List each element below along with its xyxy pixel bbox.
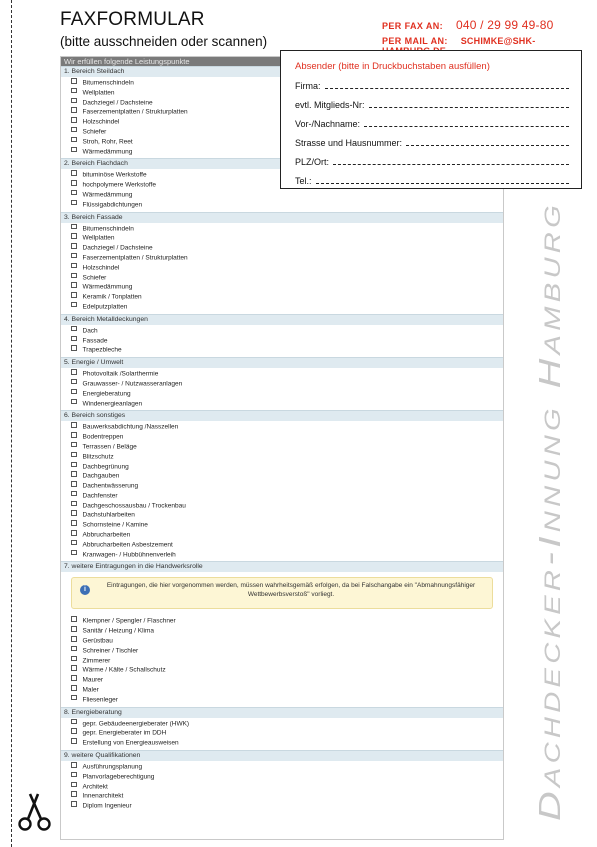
checkbox-item[interactable] — [71, 471, 503, 481]
checkbox[interactable] — [71, 273, 77, 279]
checkbox-item[interactable] — [71, 224, 503, 234]
checkbox[interactable] — [71, 282, 77, 288]
checkbox-item[interactable] — [71, 345, 503, 355]
checkbox[interactable] — [71, 336, 77, 342]
checkbox[interactable] — [71, 292, 77, 298]
checkbox-label: gepr. Energieberater im DDH — [82, 729, 167, 737]
checkbox-item[interactable] — [71, 791, 503, 801]
checkbox[interactable] — [71, 127, 77, 133]
checkbox[interactable] — [71, 695, 77, 701]
sender-field-line[interactable] — [369, 107, 569, 108]
checkbox-item[interactable] — [71, 501, 503, 511]
checkbox-label: Klempner / Spengler / Flaschner — [82, 617, 176, 625]
checkbox-label: Dachentwässerung — [82, 482, 139, 490]
mail-label: PER MAIL AN: — [382, 36, 448, 46]
checkbox[interactable] — [71, 137, 77, 143]
checkbox-list — [61, 368, 503, 410]
checkbox[interactable] — [71, 685, 77, 691]
checkbox[interactable] — [71, 442, 77, 448]
checkbox[interactable] — [71, 117, 77, 123]
checkbox[interactable] — [71, 345, 77, 351]
checkbox[interactable] — [71, 616, 77, 622]
checkbox[interactable] — [71, 550, 77, 556]
section-header: 1. Bereich Steildach — [61, 66, 503, 77]
checkbox-label: Dachstuhlarbeiten — [82, 511, 135, 519]
checkbox-item[interactable] — [71, 530, 503, 540]
checkbox[interactable] — [71, 626, 77, 632]
fax-number: 040 / 29 99 49-80 — [455, 18, 554, 32]
checkbox-label: Diplom Ingenieur — [82, 802, 132, 810]
checkbox[interactable] — [71, 88, 77, 94]
checkbox-item[interactable] — [71, 520, 503, 530]
sender-field[interactable] — [295, 79, 569, 91]
checkbox[interactable] — [71, 520, 77, 526]
section-header: 4. Bereich Metalldeckungen — [61, 314, 503, 325]
sender-field-line[interactable] — [364, 126, 569, 127]
checkbox-label: Wellplatten — [82, 89, 115, 97]
checkbox[interactable] — [71, 200, 77, 206]
checkbox-label: Architekt — [82, 783, 108, 791]
sender-field-label: PLZ/Ort: — [295, 157, 330, 167]
checkbox-item[interactable] — [71, 801, 503, 811]
checkbox[interactable] — [71, 432, 77, 438]
checkbox-label: Dachgauben — [82, 472, 120, 480]
checkbox-label: Bodentreppen — [82, 433, 124, 441]
checkbox-label: Wärme / Kälte / Schallschutz — [82, 666, 166, 674]
checkbox[interactable] — [71, 501, 77, 507]
checkbox-label: Kranwagen- / Hubbühnenverleih — [82, 551, 176, 559]
checkbox[interactable] — [71, 728, 77, 734]
checkbox-item[interactable] — [71, 243, 503, 253]
checkbox-item[interactable] — [71, 481, 503, 491]
checkbox-label: Planvorlageberechtigung — [82, 773, 155, 781]
cut-line — [11, 0, 12, 847]
checkbox-item[interactable] — [71, 616, 503, 626]
checkbox[interactable] — [71, 738, 77, 744]
checkbox-label: Flüssigabdichtungen — [82, 201, 143, 209]
checkbox-label: Maurer — [82, 676, 104, 684]
checkbox-item[interactable] — [71, 432, 503, 442]
checkbox-item[interactable] — [71, 646, 503, 656]
checkbox-label: Wärmedämmung — [82, 148, 133, 156]
checkbox-item[interactable] — [71, 273, 503, 283]
checkbox-label: Dachziegel / Dachsteine — [82, 99, 153, 107]
checkbox[interactable] — [71, 369, 77, 375]
checkbox-item[interactable] — [71, 656, 503, 666]
sender-field-line[interactable] — [316, 183, 569, 184]
checkbox-label: Dachgeschossausbau / Trockenbau — [82, 502, 186, 510]
checkbox-item[interactable] — [71, 452, 503, 462]
checkbox-label: Grauwasser- / Nutzwasseranlagen — [82, 380, 183, 388]
checkbox-label: Terrassen / Beläge — [82, 443, 137, 451]
section-header: 6. Bereich sonstiges — [61, 410, 503, 421]
checkbox-item[interactable] — [71, 282, 503, 292]
checkbox-item[interactable] — [71, 336, 503, 346]
checkbox-item[interactable] — [71, 379, 503, 389]
info-icon: i — [80, 585, 90, 595]
sender-field-label: evtl. Mitglieds-Nr: — [295, 100, 365, 110]
mail-address[interactable]: SCHIMKE@SHK- — [460, 36, 536, 46]
checkbox-list — [61, 223, 503, 314]
checkbox[interactable] — [71, 147, 77, 153]
checkbox-item[interactable] — [71, 190, 503, 200]
checkbox-label: Dachziegel / Dachsteine — [82, 244, 153, 252]
checkbox[interactable] — [71, 801, 77, 807]
checkbox-label: Schornsteine / Kamine — [82, 521, 148, 529]
checkbox[interactable] — [71, 491, 77, 497]
checkbox-label: Bauwerksabdichtung /Nasszellen — [82, 423, 179, 431]
checkbox-item[interactable] — [71, 389, 503, 399]
checkbox-item[interactable] — [71, 695, 503, 705]
checkbox-label: Holzschindel — [82, 118, 120, 126]
checkbox-label: Dachbegrünung — [82, 463, 129, 470]
checkbox[interactable] — [71, 224, 77, 230]
checkbox-item[interactable] — [71, 782, 503, 792]
checkbox-label: Abbrucharbeiten Asbestzement — [82, 541, 173, 549]
checkbox-item[interactable] — [71, 263, 503, 273]
checkbox-item[interactable] — [71, 292, 503, 302]
checkbox-label: Abbrucharbeiten — [82, 531, 131, 539]
checkbox-item[interactable] — [71, 762, 503, 772]
checkbox-item[interactable] — [71, 462, 503, 472]
checkbox[interactable] — [71, 530, 77, 536]
sender-field[interactable] — [295, 98, 569, 110]
checkbox-label: Gerüstbau — [82, 637, 113, 645]
sender-field-line[interactable] — [333, 164, 569, 165]
checkbox[interactable] — [71, 646, 77, 652]
checkbox[interactable] — [71, 326, 77, 332]
checkbox-label: Dachfenster — [82, 492, 118, 500]
vertical-brand-label: Dachdecker-Innung Hamburg — [532, 353, 567, 821]
section-header: 8. Energieberatung — [61, 707, 503, 718]
sender-field-line[interactable] — [325, 88, 570, 89]
fax-label: PER FAX AN: — [382, 21, 444, 31]
checkbox-list — [61, 421, 503, 561]
checkbox[interactable] — [71, 452, 77, 458]
checkbox-item[interactable] — [71, 636, 503, 646]
sender-box — [280, 50, 582, 189]
sender-field[interactable] — [295, 136, 569, 148]
checkbox[interactable] — [71, 422, 77, 428]
checkbox-label: Innenarchitekt — [82, 792, 124, 800]
checkbox-label: Keramik / Tonplatten — [82, 293, 142, 301]
checkbox[interactable] — [71, 510, 77, 516]
checkbox-item[interactable] — [71, 772, 503, 782]
checkbox[interactable] — [71, 782, 77, 788]
checkbox-label: Erstellung von Energieausweisen — [82, 739, 179, 747]
checkbox-label: gepr. Gebäudeenergieberater (HWK) — [82, 720, 190, 728]
checkbox-item[interactable] — [71, 233, 503, 243]
checkbox[interactable] — [71, 389, 77, 395]
checkbox[interactable] — [71, 107, 77, 113]
checkbox-item[interactable] — [71, 626, 503, 636]
checkbox-label: Sanitär / Heizung / Klima — [82, 627, 155, 635]
checkbox-label: bituminöse Werkstoffe — [82, 171, 147, 179]
checkbox-label: Fliesenleger — [82, 696, 118, 704]
checkbox[interactable] — [71, 471, 77, 477]
checkbox[interactable] — [71, 98, 77, 104]
checkbox-label: Dach — [82, 327, 98, 335]
checkbox-item[interactable] — [71, 719, 503, 729]
checkbox-label: Maler — [82, 686, 99, 694]
checkbox-item[interactable] — [71, 675, 503, 685]
checkbox-label: Schreiner / Tischler — [82, 647, 139, 655]
checkbox-label: Windenergieanlagen — [82, 400, 143, 408]
checkbox-label: Wellplatten — [82, 234, 115, 242]
sender-field-line[interactable] — [406, 145, 569, 146]
checkbox[interactable] — [71, 540, 77, 546]
checkbox-label: Schiefer — [82, 128, 107, 136]
checkbox-list — [61, 325, 503, 357]
checkbox[interactable] — [71, 170, 77, 176]
scissors-icon — [16, 790, 54, 834]
checkbox-label: Edelputzplatten — [82, 303, 128, 311]
checkbox-item[interactable] — [71, 253, 503, 263]
checkbox-item[interactable] — [71, 738, 503, 748]
checkbox-item[interactable] — [71, 685, 503, 695]
checkbox-item[interactable] — [71, 550, 503, 560]
checkbox[interactable] — [71, 762, 77, 768]
checkbox[interactable] — [71, 399, 77, 405]
checkbox-label: Holzschindel — [82, 264, 120, 272]
checkbox-label: Energieberatung — [82, 390, 131, 398]
checkbox-label: Schiefer — [82, 274, 107, 282]
checkbox[interactable] — [71, 772, 77, 778]
section-header: 2. Bereich Flachdach — [61, 158, 503, 169]
page-title: FAXFORMULAR — [60, 9, 205, 30]
checkbox-label: Fassade — [82, 337, 108, 345]
checkbox[interactable] — [71, 233, 77, 239]
checkbox-item[interactable] — [71, 491, 503, 501]
sender-field[interactable] — [295, 174, 569, 186]
sender-field-label: Vor-/Nachname: — [295, 119, 361, 129]
checkbox-label: Ausführungsplanung — [82, 763, 143, 771]
checkbox[interactable] — [71, 665, 77, 671]
checkbox[interactable] — [71, 719, 77, 725]
checkbox[interactable] — [71, 190, 77, 196]
checkbox[interactable] — [71, 656, 77, 662]
checkbox-item[interactable] — [71, 399, 503, 409]
checkbox[interactable] — [71, 636, 77, 642]
checkbox-list — [61, 718, 503, 750]
checkbox-label: hochpolymere Werkstoffe — [82, 181, 156, 189]
fax-contact — [382, 18, 553, 32]
section-header: 9. weitere Qualifikationen — [61, 750, 503, 761]
checkbox-label: Bitumenschindeln — [82, 79, 134, 87]
checkbox[interactable] — [71, 78, 77, 84]
vertical-brand-text — [530, 195, 570, 827]
checkbox[interactable] — [71, 263, 77, 269]
checkbox-list — [61, 615, 503, 706]
checkbox-label: Wärmedämmung — [82, 191, 133, 199]
page-subtitle: (bitte ausschneiden oder scannen) — [60, 34, 268, 49]
checkbox-label: Photovoltaik /Solarthermie — [82, 370, 159, 378]
checkbox-item[interactable] — [71, 326, 503, 336]
checkbox-label: Stroh, Rohr, Reet — [82, 138, 133, 146]
checkbox-item[interactable] — [71, 728, 503, 738]
checkbox[interactable] — [71, 675, 77, 681]
sender-field[interactable] — [295, 117, 569, 129]
sender-field-label: Firma: — [295, 81, 321, 91]
form-header: Wir erfüllen folgende Leistungspunkte — [61, 57, 503, 66]
checkbox-item[interactable] — [71, 510, 503, 520]
section-header: 5. Energie / Umwelt — [61, 357, 503, 368]
checkbox-item[interactable] — [71, 665, 503, 675]
checkbox[interactable] — [71, 462, 77, 468]
sender-title: Absender (bitte in Druckbuchstaben ausfüllen) — [295, 61, 490, 72]
sender-field-label: Tel.: — [295, 176, 312, 186]
checkbox-label: Blitzschutz — [82, 453, 114, 461]
checkbox[interactable] — [71, 243, 77, 249]
checkbox-item[interactable] — [71, 442, 503, 452]
sender-field-label: Strasse und Hausnummer: — [295, 138, 403, 148]
info-notice — [71, 577, 493, 609]
checkbox-label: Wärmedämmung — [82, 283, 133, 291]
sender-field[interactable] — [295, 155, 569, 167]
checkbox[interactable] — [71, 302, 77, 308]
info-text: Eintragungen, die hier vorgenommen werden, müssen wahrheitsgemäß erfolgen, da bei Falschangabe ein "Abmahnungsfähiger Wettbewerbsverstoß" vorliegt. — [106, 582, 476, 599]
checkbox[interactable] — [71, 180, 77, 186]
checkbox[interactable] — [71, 481, 77, 487]
sender-fields — [281, 79, 581, 186]
checkbox-label: Bitumenschindeln — [82, 225, 134, 233]
checkbox[interactable] — [71, 379, 77, 385]
checkbox-label: Trapezbleche — [82, 346, 122, 354]
checkbox-label: Zimmerer — [82, 657, 111, 665]
checkbox-label: Faserzementplatten / Strukturplatten — [82, 108, 188, 116]
checkbox-item[interactable] — [71, 422, 503, 432]
section-header: 3. Bereich Fassade — [61, 212, 503, 223]
checkbox-label: Faserzementplatten / Strukturplatten — [82, 254, 188, 262]
checkbox-item[interactable] — [71, 302, 503, 312]
checkbox-item[interactable] — [71, 540, 503, 550]
checkbox[interactable] — [71, 253, 77, 259]
section-header: 7. weitere Eintragungen in die Handwerksrolle — [61, 561, 503, 572]
checkbox-item[interactable] — [71, 369, 503, 379]
checkbox[interactable] — [71, 791, 77, 797]
checkbox-list — [61, 761, 503, 813]
checkbox-item[interactable] — [71, 200, 503, 210]
